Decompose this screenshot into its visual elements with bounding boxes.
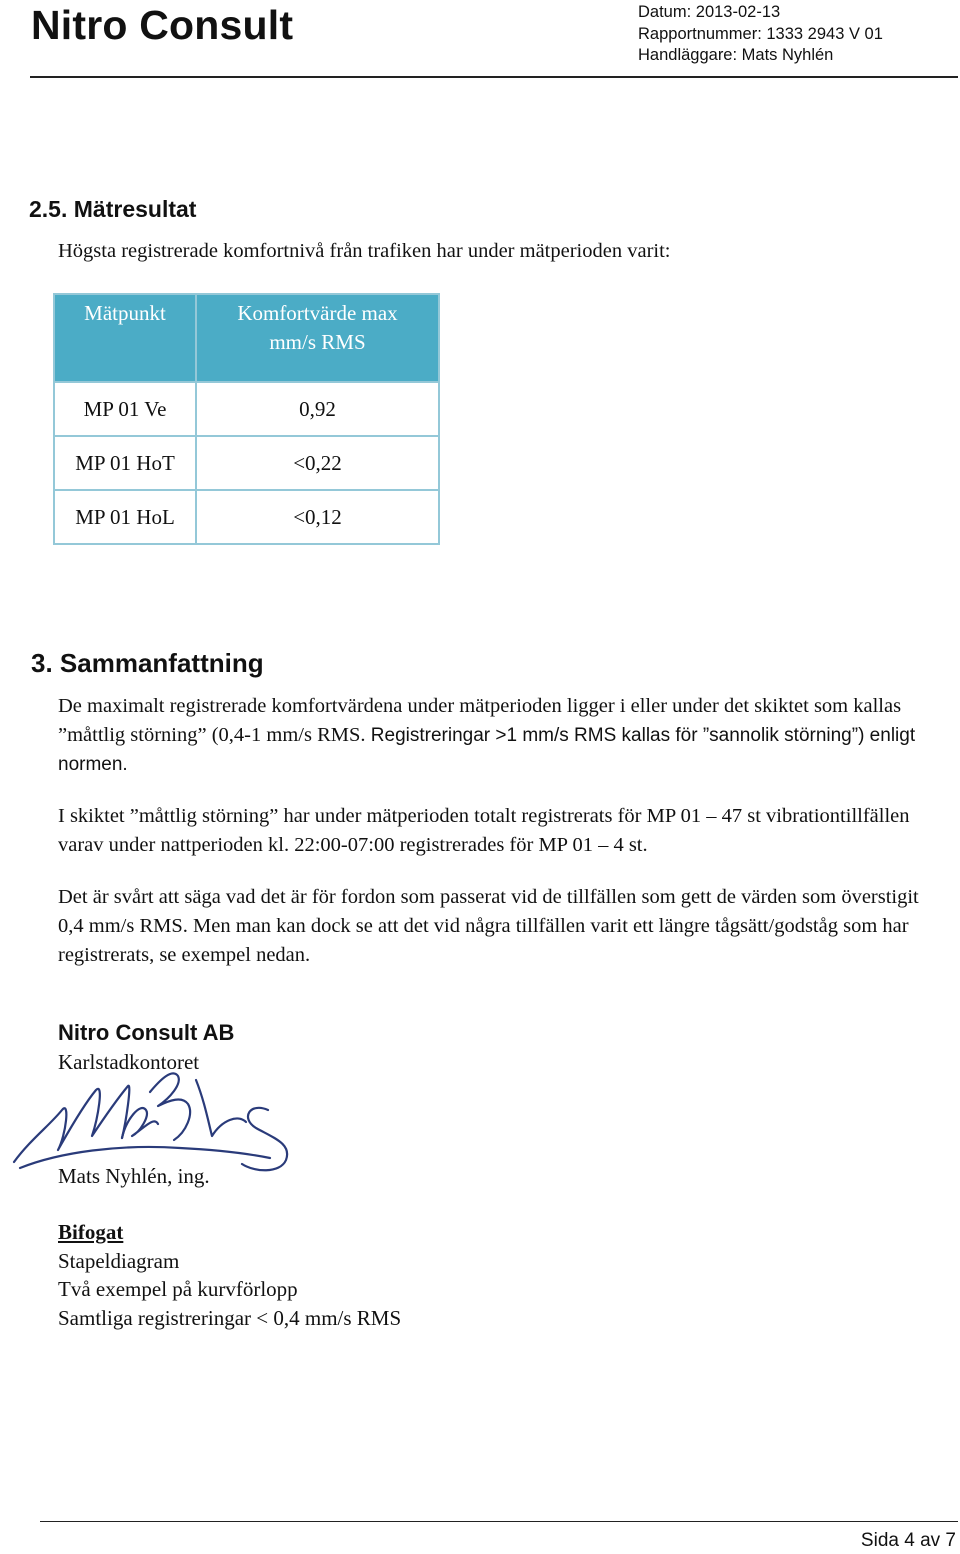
attachment-item: Stapeldiagram [58, 1248, 180, 1273]
company-name: Nitro Consult [31, 2, 294, 48]
table-header-value-line2: mm/s RMS [269, 330, 366, 354]
table-cell-value: <0,22 [196, 436, 439, 490]
report-number: Rapportnummer: 1333 2943 V 01 [638, 24, 883, 43]
attachments-heading: Bifogat [58, 1220, 124, 1244]
table-header-value-line1: Komfortvärde max [237, 301, 398, 325]
table-cell-value: <0,12 [196, 490, 439, 544]
report-handler: Handläggare: Mats Nyhlén [638, 46, 834, 64]
signature-office: Karlstadkontoret [58, 1050, 200, 1074]
signature-name: Mats Nyhlén, ing. [58, 1164, 210, 1188]
table-cell-point: MP 01 Ve [54, 382, 196, 436]
section-heading-summary: 3. Sammanfattning [31, 648, 264, 678]
table-header-row [54, 294, 439, 382]
table-row [54, 436, 439, 490]
table-cell-point: MP 01 HoL [54, 490, 196, 544]
footer-rule [40, 1521, 958, 1522]
summary-paragraph-1 [58, 692, 948, 779]
header-rule [30, 76, 958, 78]
page-number: Sida 4 av 7 [860, 1530, 956, 1551]
report-meta [638, 2, 883, 67]
table-cell-point: MP 01 HoT [54, 436, 196, 490]
summary-paragraph-3: Det är svårt att säga vad det är för fordon som passerat vid de tillfällen som gett de värden som överstigit 0,4 mm/s RMS. Men man kan dock se att det vid några tillfällen varit ett längre tågsätt/godståg som har registrerats, se exempel nedan. [58, 886, 919, 966]
signature-company: Nitro Consult AB [58, 1020, 235, 1045]
report-date: Datum: 2013-02-13 [638, 3, 781, 21]
table-cell-value: 0,92 [196, 382, 439, 436]
attachment-item: Samtliga registreringar < 0,4 mm/s RMS [58, 1305, 402, 1330]
summary-paragraph-2: I skiktet ”måttlig störning” har under mätperioden totalt registrerats för MP 01 – 47 st vibrationtillfällen varav under nattperioden kl. 22:00-07:00 registrerades för MP 01 – 4 st. [58, 805, 910, 856]
table-header-value [196, 294, 439, 382]
table-row [54, 490, 439, 544]
table-header-point: Mätpunkt [54, 294, 196, 382]
summary-paragraph-1-part-b: Registreringar >1 mm/s RMS kallas för ”sannolik störning”) enligt normen. [58, 725, 916, 775]
attachment-item: Två exempel på kurvförlopp [58, 1277, 298, 1301]
results-intro: Högsta registrerade komfortnivå från trafiken har under mätperioden varit: [58, 240, 671, 262]
section-heading-results: 2.5. Mätresultat [29, 196, 197, 222]
attachments-block [58, 1218, 401, 1332]
results-table [53, 293, 440, 545]
table-row [54, 382, 439, 436]
summary-paragraph-1-part-a: De maximalt registrerade komfortvärdena under mätperioden ligger i eller under det skiktet som kallas ”måttlig störning” (0,4-1 mm/s RMS. [58, 695, 902, 746]
